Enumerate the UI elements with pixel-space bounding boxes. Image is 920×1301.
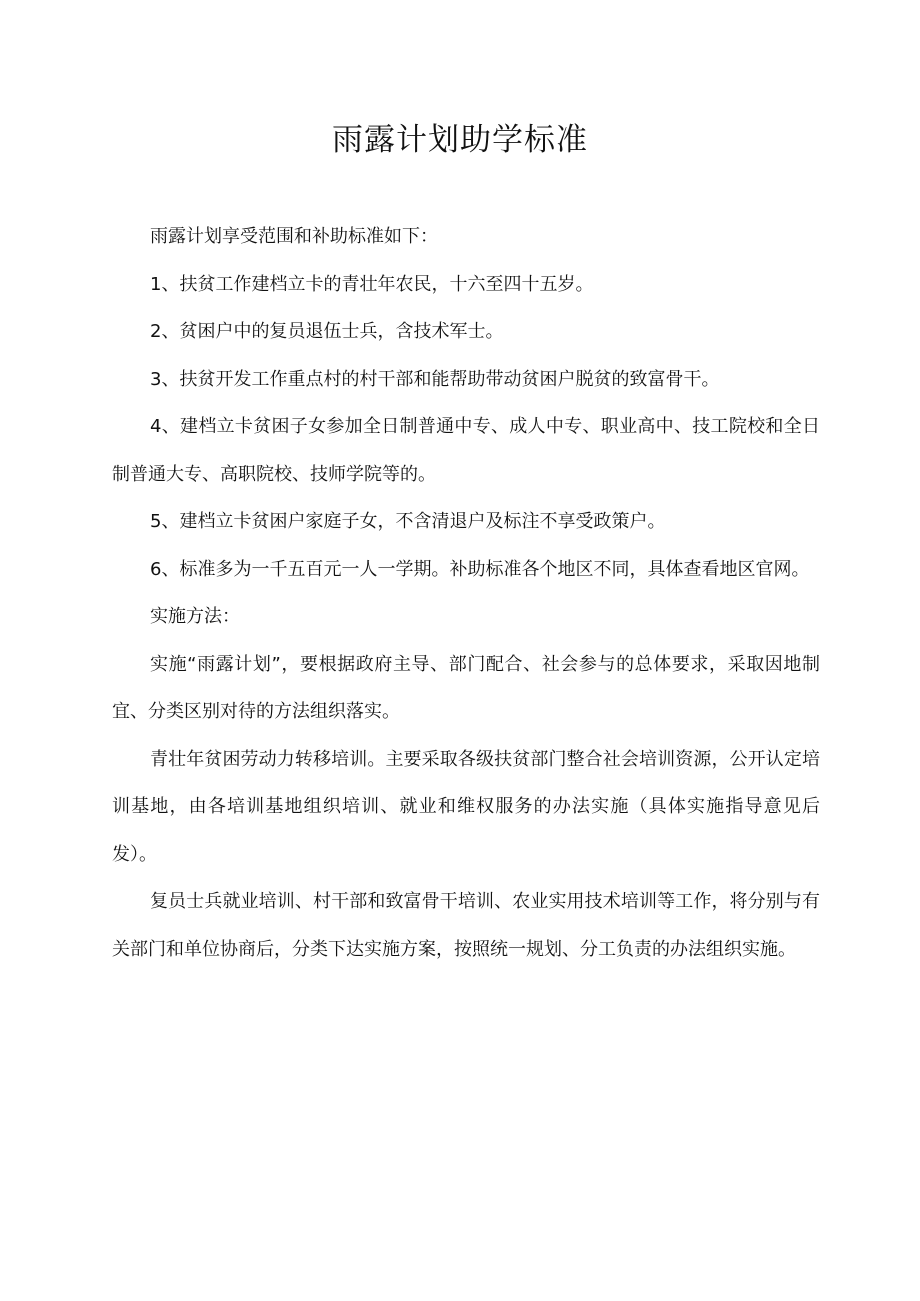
paragraph-labor-training: 青壮年贫困劳动力转移培训。主要采取各级扶贫部门整合社会培训资源，公开认定培训基地，由各培训基地组织培训、就业和维权服务的办法实施（具体实施指导意见后发）。 (112, 748, 820, 865)
paragraph-intro: 雨露计划享受范围和补助标准如下： (150, 226, 438, 247)
paragraph-item-4: 4、建档立卡贫困子女参加全日制普通中专、成人中专、职业高中、技工院校和全日制普通大专、高职院校、技师学院等的。 (112, 416, 820, 485)
paragraph-veteran-training: 复员士兵就业培训、村干部和致富骨干培训、农业实用技术培训等工作，将分别与有关部门和单位协商后，分类下达实施方案，按照统一规划、分工负责的办法组织实施。 (112, 891, 820, 960)
document-body (112, 213, 820, 973)
document-title: 雨露计划助学标准 (332, 122, 588, 158)
paragraph-item-1: 1、扶贫工作建档立卡的青壮年农民，十六至四十五岁。 (150, 273, 594, 295)
paragraph-method-heading: 实施方法： (150, 606, 240, 627)
paragraph-item-3: 3、扶贫开发工作重点村的村干部和能帮助带动贫困户脱贫的致富骨干。 (150, 368, 720, 390)
paragraph-item-5: 5、建档立卡贫困户家庭子女，不含清退户及标注不享受政策户。 (150, 511, 666, 532)
paragraph-item-6: 6、标准多为一千五百元一人一学期。补助标准各个地区不同，具体查看地区官网。 (150, 558, 810, 580)
paragraph-item-2: 2、贫困户中的复员退伍士兵，含技术军士。 (150, 321, 504, 342)
paragraph-method-overview: 实施“雨露计划”，要根据政府主导、部门配合、社会参与的总体要求，采取因地制宜、分类区别对待的方法组织落实。 (112, 653, 820, 722)
